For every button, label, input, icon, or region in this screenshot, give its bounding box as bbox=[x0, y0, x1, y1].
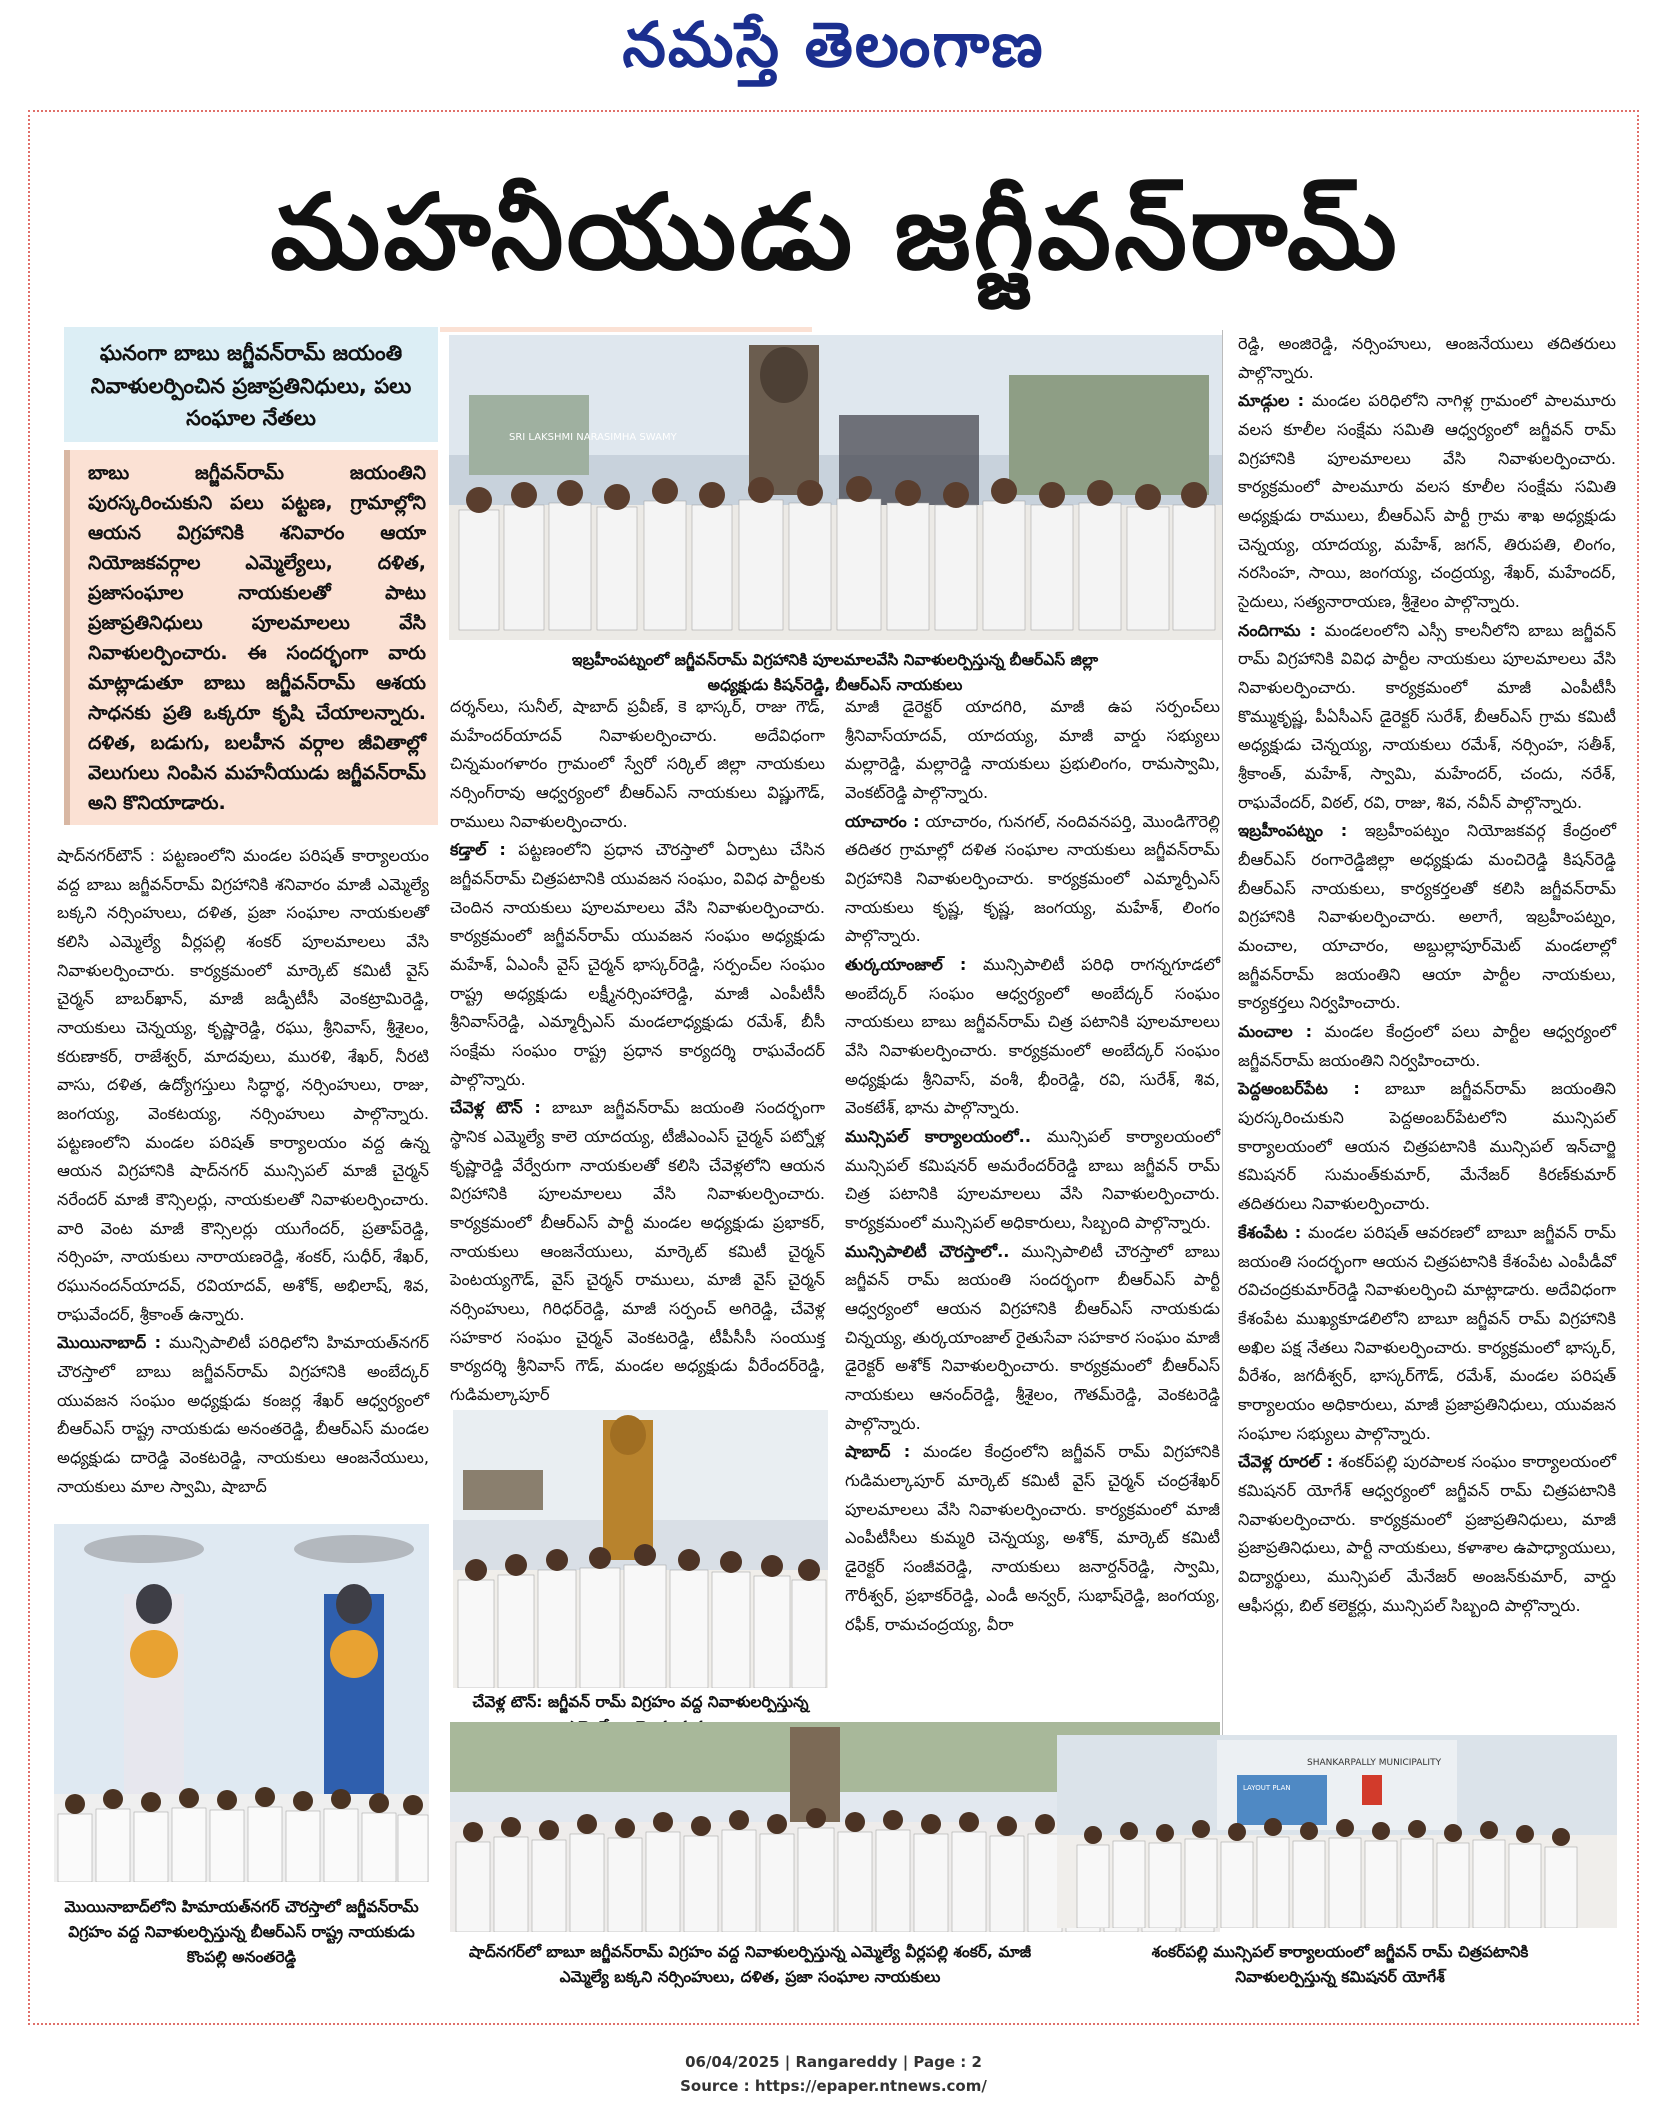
col4-para-6: పెద్దఅంబర్‌పేట : బాబూ జగ్జీవన్‌రామ్ జయంతిని పురస్కరించుకుని పెద్దఅంబర్‌పేటలోని మున్సిపల్ కార్యాలయంలో ఆయన చిత్రపటానికి మున్సిపల్ ఇన్‌చార్జి కమిషనర్ సుమంత్‌కుమార్, మేనేజర్ కిరణ్‌కుమార్ తదితరులు నివాళులర్పించారు. bbox=[1238, 1079, 1616, 1214]
col3-para-4: మున్సిపల్ కార్యాలయంలో.. మున్సిపల్ కార్యాలయంలో మున్సిపల్ కమిషనర్ అమరేందర్‌రెడ్డి బాబు జగ్జీవన్ రామ్ చిత్ర పటానికి పూలమాలలు వేసి నివాళులర్పించారు. కార్యక్రమంలో మున్సిపల్ అధికారులు, సిబ్బంది పాల్గొన్నారు. bbox=[845, 1127, 1220, 1233]
col3-para-6: షాబాద్ : మండల కేంద్రంలోని జగ్జీవన్ రామ్ విగ్రహానికి గుడిమల్కాపూర్ మార్కెట్ కమిటీ వైస్ చైర్మన్ చంద్రశేఖర్ పూలమాలలు వేసి నివాళులర్పించారు. కార్యక్రమంలో మాజీ ఎంపీటీసీలు కుమ్మరి చెన్నయ్య, అశోక్, మార్కెట్ కమిటీ డైరెక్టర్ సంజీవరెడ్డి, నాయకులు జనార్దన్‌రెడ్డి, స్వామి, గౌరీశ్వర్, ప్రభాకర్‌రెడ్డి, ఎండీ అన్వర్, సుభాష్‌రెడ్డి, జంగయ్య, రఫీక్, రామచంద్రయ్య, వీరా bbox=[845, 1442, 1220, 1634]
article-column-2 bbox=[450, 693, 825, 1410]
caption-ibrahimpatnam: ఇబ్రహీంపట్నంలో జగ్జీవన్‌రామ్ విగ్రహానికి పూలమాలవేసి నివాళులర్పిస్తున్న బీఆర్ఎస్ జిల్లా అధ్యక్షుడు కిషన్‌రెడ్డి, బీఆర్ఎస్ నాయకులు bbox=[571, 651, 1099, 694]
caption-chevella: చేవెళ్ల టౌన్: జగ్జీవన్ రామ్ విగ్రహం వద్ద నివాళులర్పిస్తున్న bbox=[472, 1693, 809, 1711]
col2-para-2: కడ్తాల్ : పట్టణంలోని ప్రధాన చౌరస్తాలో ఏర్పాటు చేసిన జగ్జీవన్‌రామ్ చిత్రపటానికి యువజన సంఘం, వివిధ పార్టీలకు చెందిన నాయకులు పూలమాలలు వేసి నివాళులర్పించారు. కార్యక్రమంలో జగ్జీవన్‌రామ్ యువజన సంఘం అధ్యక్షుడు మహేశ్, ఏఎంసీ వైస్ చైర్మన్ భాస్కర్‌రెడ్డి, సర్పంచ్‌ల సంఘం రాష్ట్ర అధ్యక్షుడు లక్ష్మీనర్సింహారెడ్డి, మాజీ ఎంపీటీసీ శ్రీనివాస్‌రెడ్డి, ఎమ్మార్పీఎస్ మండలాధ్యక్షుడు రమేశ్, బీసీ సంక్షేమ సంఘం రాష్ట్ర ప్రధాన కార్యదర్శి రాఘవేందర్ పాల్గొన్నారు. bbox=[450, 840, 825, 1089]
layout-board: LAYOUT PLAN bbox=[1243, 1784, 1291, 1792]
shop-banner: SRI LAKSHMI NARASIMHA SWAMY bbox=[509, 432, 677, 443]
masthead: నమస్తే తెలంగాణ bbox=[622, 8, 1045, 81]
col4-para-8: చేవెళ్ల రూరల్ : శంకర్‌పల్లి పురపాలక సంఘం కార్యాలయంలో కమిషనర్ యోగేశ్ ఆధ్వర్యంలో జగ్జీవన్ రామ్ చిత్రపటానికి నివాళులర్పించారు. కార్యక్రమంలో ప్రజాప్రతినిధులు, మాజీ ప్రజాప్రతినిధులు, పార్టీ నాయకులు, కళాశాల ఉపాధ్యాయులు, విద్యార్థులు, మున్సిపల్ మేనేజర్ అంజన్‌కుమార్, వార్డు ఆఫీసర్లు, బిల్ కలెక్టర్లు, మున్సిపల్ సిబ్బంది పాల్గొన్నారు. bbox=[1238, 1452, 1616, 1615]
photo-shankarpally bbox=[1057, 1735, 1617, 1928]
col3-para-3: తుర్కయాంజాల్ : మున్సిపాలిటీ పరిధి రాగన్నగూడలో అంబేద్కర్ సంఘం ఆధ్వర్యంలో అంబేద్కర్ సంఘం నాయకులు బాబు జగ్జీవన్‌రామ్ చిత్ర పటానికి పూలమాలలు వేసి నివాళులర్పించారు. కార్యక్రమంలో అంబేద్కర్ సంఘం అధ్యక్షుడు శ్రీనివాస్, వంశీ, భీంరెడ్డి, రవి, సురేశ్, శివ, వెంకటేశ్, భాను పాల్గొన్నారు. bbox=[845, 955, 1220, 1118]
col4-para-5: మంచాల : మండల కేంద్రంలో పలు పార్టీల ఆధ్వర్యంలో జగ్జీవన్‌రామ్ జయంతిని నిర్వహించారు. bbox=[1238, 1022, 1616, 1070]
decorative-rule bbox=[440, 327, 812, 332]
col4-para-2: మాడ్గుల : మండల పరిధిలోని నాగిళ్ల గ్రామంలో పాలమూరు వలస కూలీల సంక్షేమ సమితి ఆధ్వర్యంలో జగ్జీవన్ రామ్ విగ్రహానికి పూలమాలలు వేసి నివాళులర్పించారు. కార్యక్రమంలో పాలమూరు వలస కూలీల సంక్షేమ సమితి అధ్యక్షుడు రాములు, బీఆర్ఎస్ పార్టీ గ్రామ శాఖ అధ్యక్షుడు చెన్నయ్య, యాదయ్య, మహేశ్, జగన్, తిరుపతి, లింగం, నరసింహ, సాయి, జంగయ్య, చంద్రయ్య, శేఖర్, మహేందర్, సైదులు, సత్యనారాయణ, శ్రీశైలం పాల్గొన్నారు. bbox=[1238, 391, 1616, 612]
col2-para-1: దర్శన్‌లు, సునీల్, షాబాద్ ప్రవీణ్, కె భాస్కర్, రాజు గౌడ్, మహేందర్‌యాదవ్ నివాళులర్పించారు. అదేవిధంగా చిన్నమంగళారం గ్రామంలో స్వేరో సర్కిల్ జిల్లా నాయకులు నర్సింగ్‌రావు ఆధ్వర్యంలో బీఆర్ఎస్ నాయకులు విష్ణుగౌడ్, రాములు నివాళులర్పించారు. bbox=[450, 697, 825, 831]
photo-chevella bbox=[453, 1410, 828, 1688]
caption-shankarpally: శంకర్‌పల్లి మున్సిపల్ కార్యాలయంలో జగ్జీవన్ రామ్ చిత్రపటానికి నివాళులర్పిస్తున్న కమిషనర్ యోగేశ్ bbox=[1151, 1943, 1529, 1986]
col2-para-3: చేవెళ్ల టౌన్ : బాబూ జగ్జీవన్‌రామ్ జయంతి సందర్భంగా స్థానిక ఎమ్మెల్యే కాలె యాదయ్య, టీజీఎంఎస్ చైర్మన్ పట్నోళ్ల కృష్ణారెడ్డి వేర్వేరుగా నాయకులతో కలిసి చేవెళ్లలోని ఆయన విగ్రహానికి పూలమాలలు వేసి నివాళులర్పించారు. కార్యక్రమంలో బీఆర్ఎస్ పార్టీ మండల అధ్యక్షుడు ప్రభాకర్, నాయకులు ఆంజనేయులు, మార్కెట్ కమిటీ చైర్మన్ పెంటయ్యగౌడ్, వైస్ చైర్మన్ రాములు, మాజీ వైస్ చైర్మన్ నర్సింహులు, గిరిధర్‌రెడ్డి, మాజీ సర్పంచ్ అగిరెడ్డి, చేవెళ్ల సహకార సంఘం చైర్మన్ వెంకటరెడ్డి, టీపీసీసీ సంయుక్త కార్యదర్శి శ్రీనివాస్ గౌడ్, మండల అధ్యక్షుడు వీరేందర్‌రెడ్డి, గుడిమల్కాపూర్ bbox=[450, 1098, 825, 1405]
col3-para-2: యాచారం : యాచారం, గునగల్, నందివనపర్తి, మొండిగౌరెల్లి తదితర గ్రామాల్లో దళిత సంఘాల నాయకులు జగ్జీవన్‌రామ్ విగ్రహానికి నివాళులర్పించారు. కార్యక్రమంలో ఎమ్మార్పీఎస్ నాయకులు కృష్ణ, కృష్ణ, జంగయ్య, మహేశ్, లింగం పాల్గొన్నారు. bbox=[845, 811, 1220, 946]
column-divider bbox=[1222, 330, 1223, 1830]
page-footer bbox=[0, 2050, 1667, 2098]
col4-para-7: కేశంపేట : మండల పరిషత్ ఆవరణలో బాబూ జగ్జీవన్ రామ్ జయంతి సందర్భంగా ఆయన చిత్రపటానికి కేశంపేట ఎంపీడీవో రవిచంద్రకుమార్‌రెడ్డి నివాళులర్పించి మాట్లాడారు. అదేవిధంగా కేశంపేట ముఖ్యకూడలిలోని బాబూ జగ్జీవన్ రామ్ విగ్రహానికి అఖిల పక్ష నేతలు నివాళులర్పించారు. కార్యక్రమంలో భాస్కర్, వీరేశం, జగదీశ్వర్, భాస్కర్‌గౌడ్, రమేశ్, మండల పరిషత్ కార్యాలయం అధికారులు, మాజీ ప్రజాప్రతినిధులు, యువజన సంఘాల సభ్యులు పాల్గొన్నారు. bbox=[1238, 1222, 1616, 1443]
photo-ibrahimpatnam bbox=[449, 335, 1222, 640]
caption-moinabad: మొయినాబాద్‌లోని హిమాయత్‌నగర్ చౌరస్తాలో జగ్జీవన్‌రామ్ విగ్రహం వద్ద నివాళులర్పిస్తున్న బీఆర్ఎస్ రాష్ట్ర నాయకుడు కొంపల్లి అనంతరెడ్డి bbox=[64, 1898, 419, 1966]
col1-para-1: షాద్‌నగర్‌టౌన్ : పట్టణంలోని మండల పరిషత్ కార్యాలయం వద్ద బాబు జగ్జీవన్‌రామ్ విగ్రహానికి శనివారం మాజీ ఎమ్మెల్యే బక్కని నర్సింహులు, దళిత, ప్రజా సంఘాల నాయకులతో కలిసి ఎమ్మెల్యే వీర్లపల్లి శంకర్ పూలమాలలు వేసి నివాళులర్పించారు. కార్యక్రమంలో మార్కెట్ కమిటీ వైస్ చైర్మన్ బాబర్‌ఖాన్, మాజీ జడ్పీటీసీ వెంకట్రామిరెడ్డి, నాయకులు చెన్నయ్య, కృష్ణారెడ్డి, రఘు, శ్రీనివాస్, శ్రీశైలం, కరుణాకర్, రాజేశ్వర్, మాదవులు, మురళి, శేఖర్, నీరటి వాసు, దళిత, ఉద్యోగస్తులు సిద్ధార్థ, నర్సింహులు, రాజు, జంగయ్య, వెంకటయ్య, నర్సింహులు పాల్గొన్నారు. పట్టణంలోని మండల పరిషత్ కార్యాలయం వద్ద ఉన్న ఆయన విగ్రహానికి షాద్‌నగర్ మున్సిపల్ మాజీ చైర్మన్ నరేందర్ మాజీ కౌన్సిలర్లు, నాయకులతో నివాళులర్పించారు. వారి వెంట మాజీ కౌన్సిలర్లు యుగేందర్, ప్రతాప్‌రెడ్డి, నర్సింహ, నాయకులు నారాయణరెడ్డి, శంకర్, సుధీర్, శేఖర్, రఘునందన్‌యాదవ్, రవియాదవ్, అశోక్, అభిలాష్, శివ, రాఘవేందర్, శ్రీకాంత్ ఉన్నారు. bbox=[57, 846, 429, 1324]
caption-shadnagar: షాద్‌నగర్‌లో బాబూ జగ్జీవన్‌రామ్ విగ్రహం వద్ద నివాళులర్పిస్తున్న ఎమ్మెల్యే వీర్లపల్లి శంకర్, మాజీ ఎమ్మెల్యే బక్కని నర్సింహులు, దళిత, ప్రజా సంఘాల నాయకులు bbox=[468, 1943, 1032, 1986]
col4-para-3: నందిగామ : మండలంలోని ఎస్సీ కాలనీలోని బాబు జగ్జీవన్ రామ్ విగ్రహానికి వివిధ పార్టీల నాయకులు పూలమాలలు వేసి నివాళులర్పించారు. కార్యక్రమంలో మాజీ ఎంపీటీసీ కొమ్ముకృష్ణ, పీఏసీఎస్ డైరెక్టర్ సురేశ్, బీఆర్ఎస్ గ్రామ కమిటీ అధ్యక్షుడు చెన్నయ్య, నాయకులు రమేశ్, నర్సింహ, సతీశ్, శ్రీకాంత్, మహేశ్, స్వామి, మహేందర్, చందు, నరేశ్, రాఘవేందర్, విఠల్, రవి, రాజు, శివ, నవీన్ పాల్గొన్నారు. bbox=[1238, 620, 1616, 812]
footer-source: Source : https://epaper.ntnews.com/ bbox=[680, 2077, 987, 2095]
municipality-board: SHANKARPALLY MUNICIPALITY bbox=[1307, 1758, 1442, 1768]
subheading-box: ఘనంగా బాబు జగ్జీవన్‌రామ్ జయంతి నివాళులర్పించిన ప్రజాప్రతినిధులు, పలు సంఘాల నేతలు bbox=[64, 327, 438, 442]
col3-para-1: మాజీ డైరెక్టర్ యాదగిరి, మాజీ ఉప సర్పంచ్‌లు శ్రీనివాస్‌యాదవ్, యాదయ్య, మాజీ వార్డు సభ్యులు మల్లారెడ్డి, మల్లారెడ్డి నాయకులు ప్రభులింగం, రామస్వామి, వెంకట్‌రెడ్డి పాల్గొన్నారు. bbox=[845, 697, 1220, 803]
col4-para-4: ఇబ్రహీంపట్నం : ఇబ్రహీంపట్నం నియోజకవర్గ కేంద్రంలో బీఆర్ఎస్ రంగారెడ్డిజిల్లా అధ్యక్షుడు మంచిరెడ్డి కిషన్‌రెడ్డి బీఆర్ఎస్ నాయకులు, కార్యకర్తలతో కలిసి జగ్జీవన్‌రామ్ విగ్రహానికి నివాళులర్పించారు. అలాగే, ఇబ్రహీంపట్నం, మంచాల, యాచారం, అబ్దుల్లాపూర్‌మెట్ మండలాల్లో జగ్జీవన్‌రామ్ జయంతిని ఆయా పార్టీల నాయకులు, కార్యకర్తలు నిర్వహించారు. bbox=[1238, 821, 1616, 1013]
col4-para-1: రెడ్డి, అంజిరెడ్డి, నర్సింహులు, ఆంజనేయులు తదితరులు పాల్గొన్నారు. bbox=[1238, 334, 1616, 382]
col1-para-2: మొయినాబాద్ : మున్సిపాలిటీ పరిధిలోని హిమాయత్‌నగర్ చౌరస్తాలో బాబు జగ్జీవన్‌రామ్ విగ్రహానికి అంబేద్కర్ యువజన సంఘం అధ్యక్షుడు కంజర్ల శేఖర్ ఆధ్వర్యంలో బీఆర్ఎస్ రాష్ట్ర నాయకుడు అనంతరెడ్డి, బీఆర్ఎస్ మండల అధ్యక్షుడు దారెడ్డి వెంకటరెడ్డి, నాయకులు ఆంజనేయులు, నాయకులు మాల స్వామి, షాబాద్ bbox=[57, 1333, 429, 1496]
article-column-3 bbox=[845, 693, 1220, 1639]
lead-paragraph: బాబు జగ్జీవన్‌రామ్ జయంతిని పురస్కరించుకుని పలు పట్టణ, గ్రామాల్లోని ఆయన విగ్రహానికి శనివారం ఆయా నియోజకవర్గాల ఎమ్మెల్యేలు, దళిత, ప్రజాసంఘాల నాయకులతో పాటు ప్రజాప్రతినిధులు పూలమాలలు వేసి నివాళులర్పించారు. ఈ సందర్భంగా వారు మాట్లాడుతూ బాబు జగ్జీవన్‌రామ్ ఆశయ సాధనకు ప్రతి ఒక్కరూ కృషి చేయాలన్నారు. దళిత, బడుగు, బలహీన వర్గాల జీవితాల్లో వెలుగులు నింపిన మహనీయుడు జగ్జీవన్‌రామ్ అని కొనియాడారు. bbox=[64, 450, 438, 825]
headline: మహనీయుడు జగ్జీవన్‌రామ్ bbox=[270, 170, 1400, 293]
article-column-4 bbox=[1238, 330, 1616, 1620]
col3-para-5: మున్సిపాలిటీ చౌరస్తాలో.. మున్సిపాలిటీ చౌరస్తాలో బాబు జగ్జీవన్ రామ్ జయంతి సందర్భంగా బీఆర్ఎస్ పార్టీ ఆధ్వర్యంలో ఆయన విగ్రహానికి బీఆర్ఎస్ నాయకుడు చిన్నయ్య, తుర్కయాంజాల్ రైతుసేవా సహకార సంఘం మాజీ డైరెక్టర్ అశోక్ నివాళులర్పించారు. కార్యక్రమంలో బీఆర్ఎస్ నాయకులు ఆనంద్‌రెడ్డి, శ్రీశైలం, గౌతమ్‌రెడ్డి, వెంకటరెడ్డి పాల్గొన్నారు. bbox=[845, 1241, 1220, 1433]
footer-date-edition: 06/04/2025 | Rangareddy | Page : 2 bbox=[685, 2053, 982, 2071]
article-column-1 bbox=[57, 842, 429, 1501]
photo-moinabad bbox=[54, 1524, 429, 1882]
